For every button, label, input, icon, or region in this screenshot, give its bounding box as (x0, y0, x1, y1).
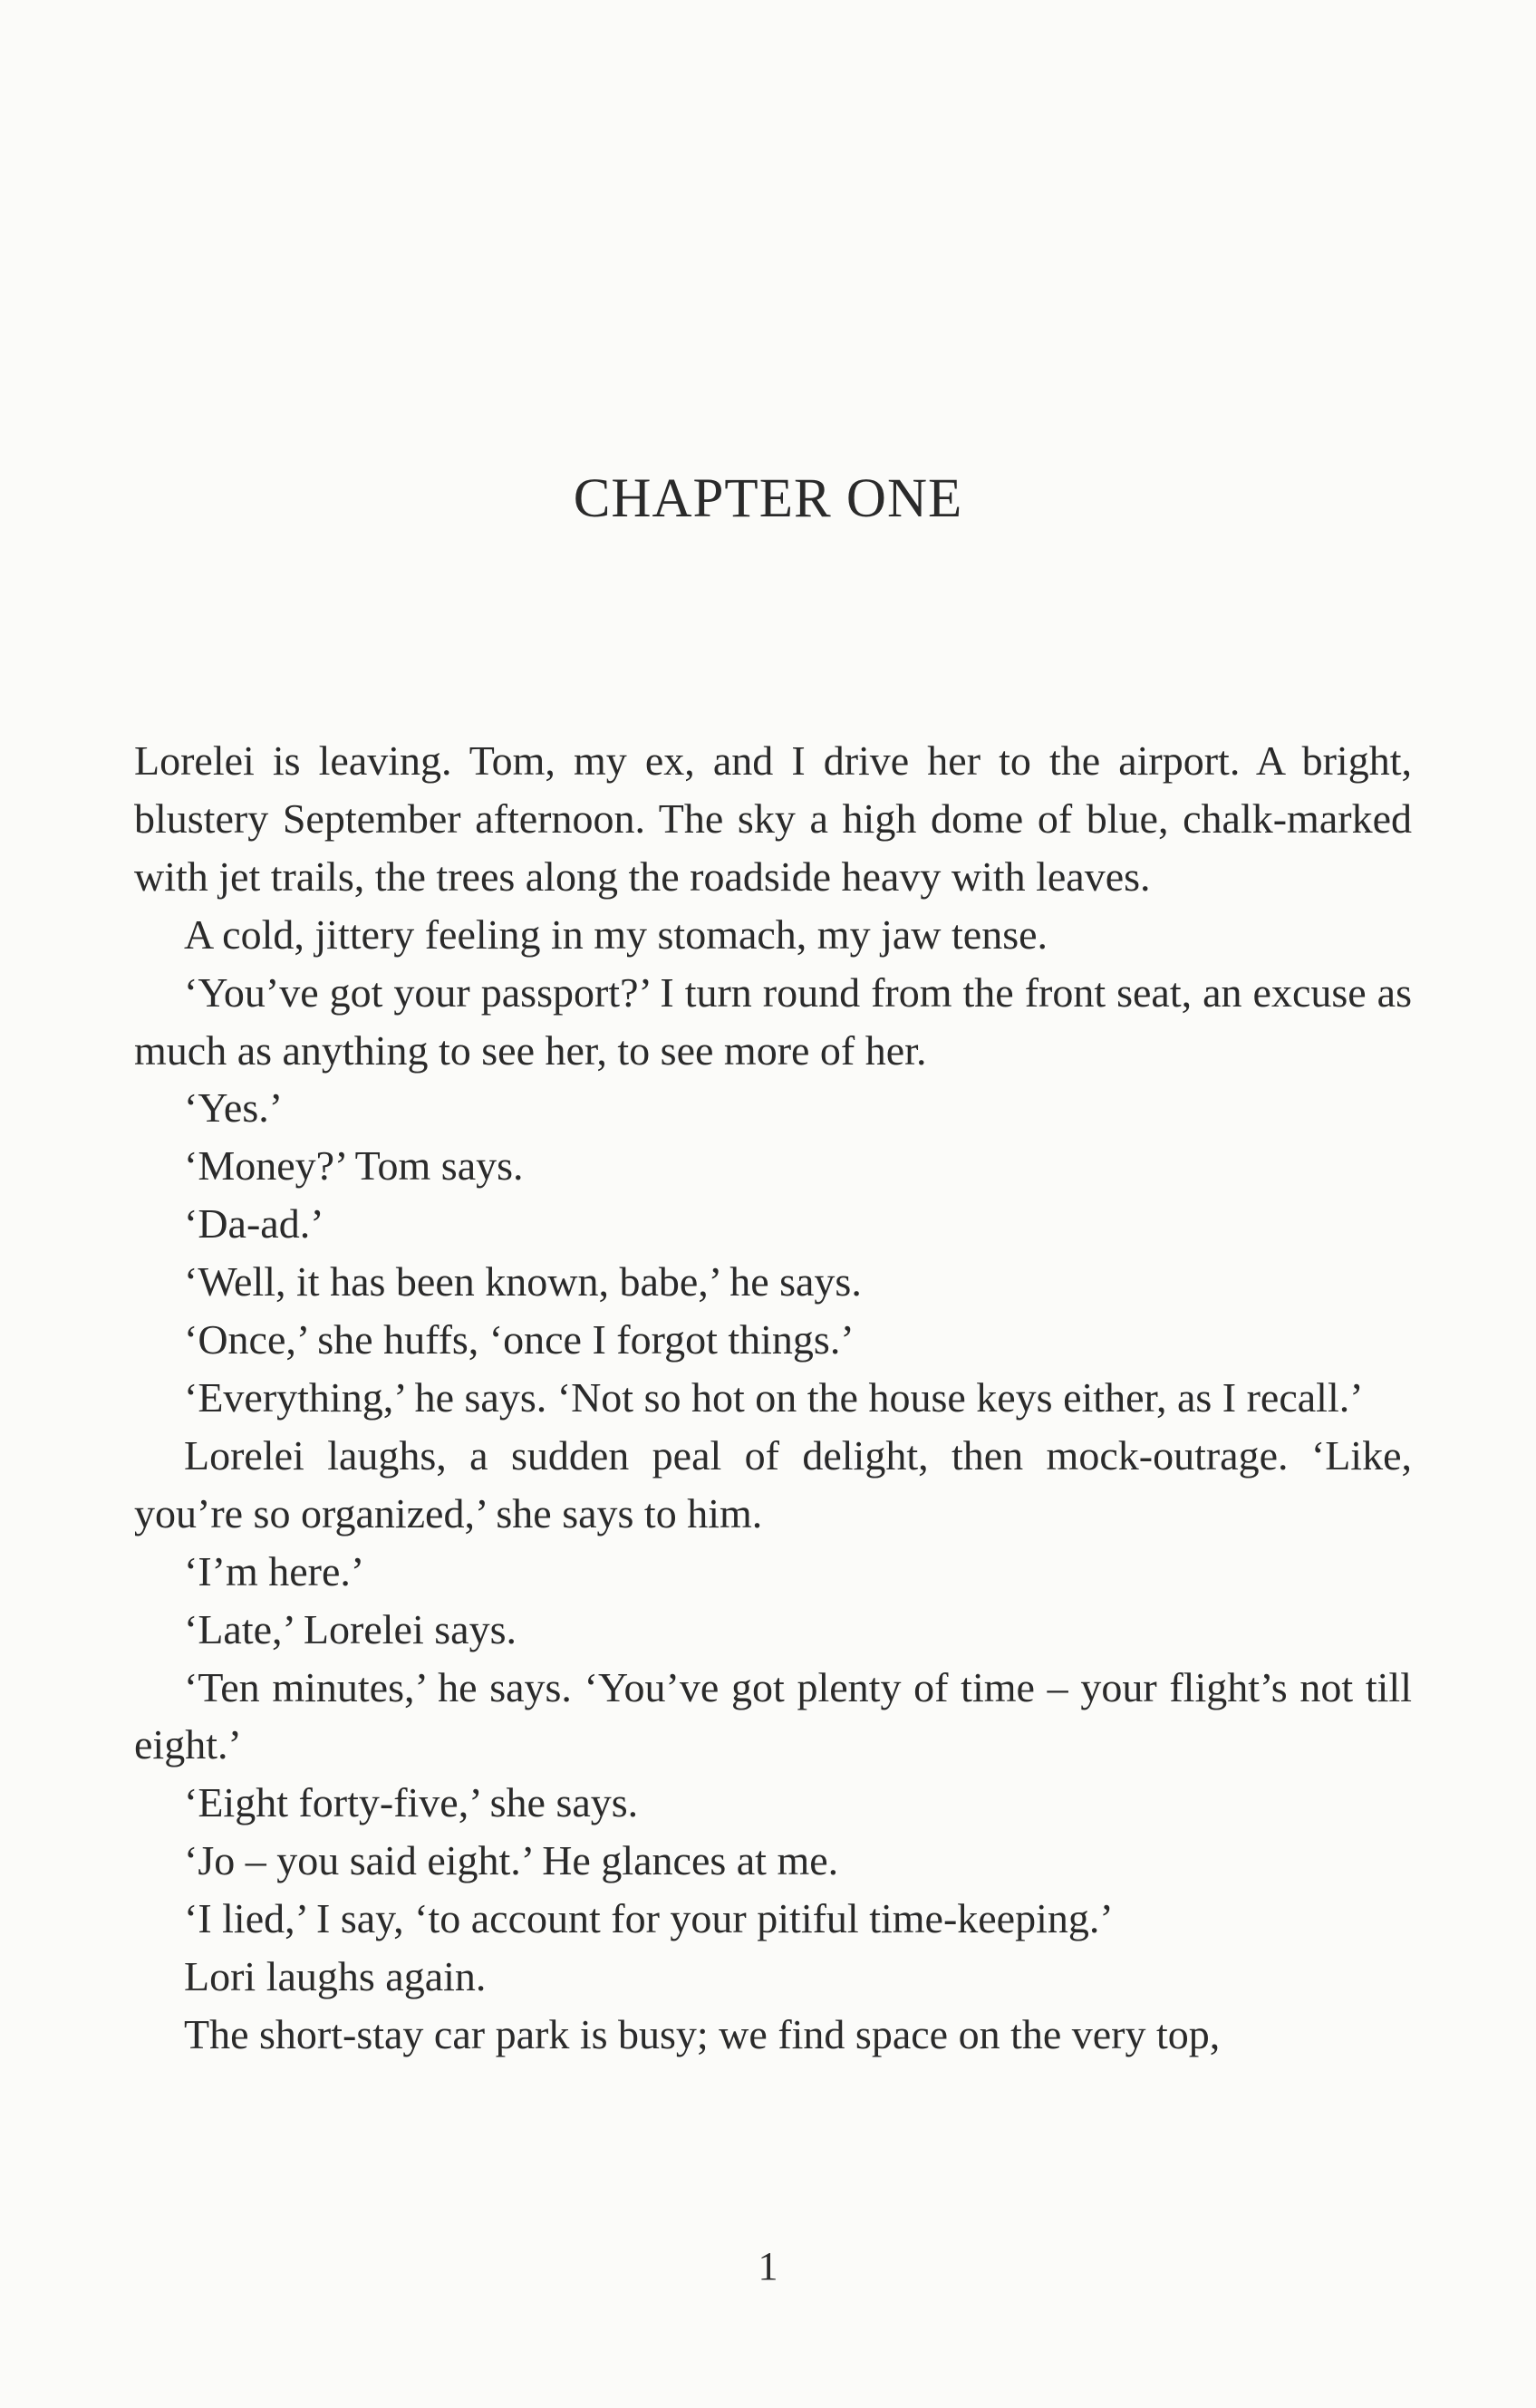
paragraph: Lori laughs again. (184, 1953, 487, 2000)
body-text (134, 732, 1412, 2064)
paragraph: ‘Jo – you said eight.’ He glances at me. (184, 1837, 839, 1884)
paragraph: A cold, jittery feeling in my stomach, my jaw tense. (184, 910, 1048, 958)
paragraph: Lorelei laughs, a sudden peal of delight, then mock-outrage. ‘Like, you’re so organized,’ she says to him. (134, 1431, 1412, 1536)
paragraph: Lorelei is leaving. Tom, my ex, and I drive her to the airport. A bright, blustery September afternoon. The sky a high dome of blue, chalk-marked with jet trails, the trees along the roadside heavy with leaves. (134, 737, 1412, 900)
paragraph: ‘Once,’ she huffs, ‘once I forgot things.’ (184, 1316, 855, 1363)
paragraph: ‘Late,’ Lorelei says. (184, 1605, 517, 1652)
chapter-title: CHAPTER ONE (573, 468, 963, 529)
paragraph: ‘I lied,’ I say, ‘to account for your pitiful time-keeping.’ (184, 1895, 1114, 1942)
paragraph: ‘Eight forty-five,’ she says. (184, 1779, 639, 1826)
paragraph: ‘Ten minutes,’ he says. ‘You’ve got plenty of time – your flight’s not till eight.’ (134, 1663, 1412, 1768)
paragraph: ‘Da-ad.’ (184, 1200, 324, 1247)
paragraph: The short-stay car park is busy; we find space on the very top, (184, 2010, 1221, 2057)
paragraph: ‘You’ve got your passport?’ I turn round from the front seat, an excuse as much as anything to see her, to see more of her. (134, 968, 1412, 1074)
paragraph: ‘Yes.’ (184, 1084, 284, 1132)
paragraph: ‘Money?’ Tom says. (184, 1142, 524, 1190)
paragraph: ‘Everything,’ he says. ‘Not so hot on the house keys either, as I recall.’ (184, 1373, 1364, 1421)
paragraph: ‘I’m here.’ (184, 1547, 365, 1594)
page-number: 1 (758, 2244, 778, 2288)
paragraph: ‘Well, it has been known, babe,’ he says. (184, 1258, 862, 1305)
